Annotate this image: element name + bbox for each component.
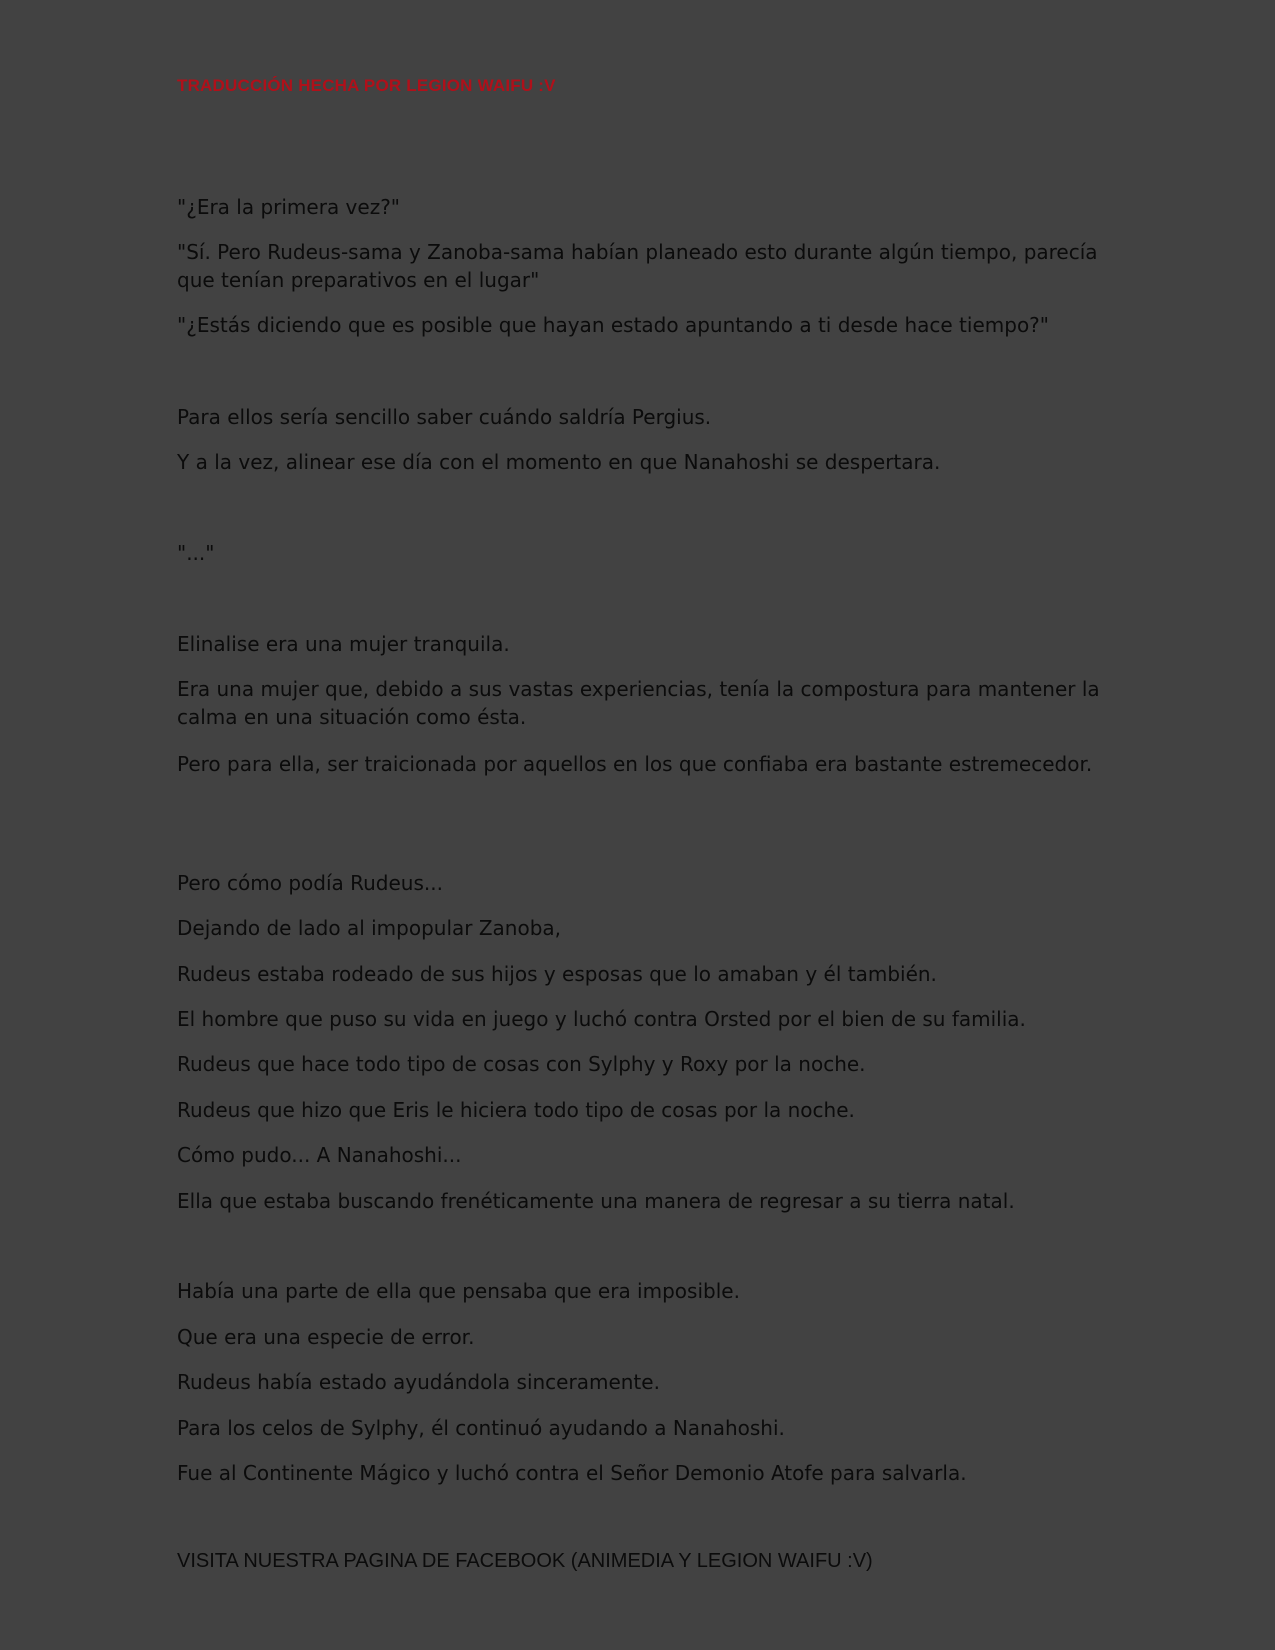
facebook-footer-notice: VISITA NUESTRA PAGINA DE FACEBOOK (ANIMEDIA Y LEGION WAIFU :V) bbox=[177, 1550, 873, 1572]
paragraph-16: Cómo pudo... A Nanahoshi... bbox=[177, 1143, 462, 1167]
paragraph-9: Pero para ella, ser traicionada por aquellos en los que confiaba era bastante estremecedor. bbox=[177, 752, 1093, 776]
paragraph-11: Dejando de lado al impopular Zanoba, bbox=[177, 916, 562, 940]
paragraph-1: "¿Era la primera vez?" bbox=[177, 195, 401, 219]
paragraph-19: Que era una especie de error. bbox=[177, 1325, 475, 1349]
paragraph-12: Rudeus estaba rodeado de sus hijos y esposas que lo amaban y él también. bbox=[177, 962, 937, 986]
paragraph-20: Rudeus había estado ayudándola sinceramente. bbox=[177, 1370, 660, 1394]
paragraph-18: Había una parte de ella que pensaba que era imposible. bbox=[177, 1279, 740, 1303]
paragraph-10: Pero cómo podía Rudeus... bbox=[177, 871, 443, 895]
paragraph-6: "..." bbox=[177, 541, 215, 565]
paragraph-8: Era una mujer que, debido a sus vastas experiencias, tenía la compostura para mantener la calma en una situación como ésta. bbox=[177, 677, 1100, 729]
paragraph-14: Rudeus que hace todo tipo de cosas con Sylphy y Roxy por la noche. bbox=[177, 1052, 866, 1076]
paragraph-3: "¿Estás diciendo que es posible que hayan estado apuntando a ti desde hace tiempo?" bbox=[177, 313, 1049, 337]
paragraph-5: Y a la vez, alinear ese día con el momento en que Nanahoshi se despertara. bbox=[177, 450, 941, 474]
paragraph-17: Ella que estaba buscando frenéticamente una manera de regresar a su tierra natal. bbox=[177, 1189, 1015, 1213]
paragraph-13: El hombre que puso su vida en juego y luchó contra Orsted por el bien de su familia. bbox=[177, 1007, 1026, 1031]
paragraph-7: Elinalise era una mujer tranquila. bbox=[177, 632, 510, 656]
translation-credit-header: TRADUCCIÓN HECHA POR LEGION WAIFU :V bbox=[177, 76, 556, 95]
paragraph-2: "Sí. Pero Rudeus-sama y Zanoba-sama habían planeado esto durante algún tiempo, parecía que tenían preparativos en el lugar" bbox=[177, 240, 1098, 292]
paragraph-4: Para ellos sería sencillo saber cuándo saldría Pergius. bbox=[177, 405, 712, 429]
paragraph-21: Para los celos de Sylphy, él continuó ayudando a Nanahoshi. bbox=[177, 1416, 785, 1440]
paragraph-15: Rudeus que hizo que Eris le hiciera todo tipo de cosas por la noche. bbox=[177, 1098, 855, 1122]
paragraph-22: Fue al Continente Mágico y luchó contra el Señor Demonio Atofe para salvarla. bbox=[177, 1461, 967, 1485]
document-page bbox=[177, 0, 1117, 1650]
